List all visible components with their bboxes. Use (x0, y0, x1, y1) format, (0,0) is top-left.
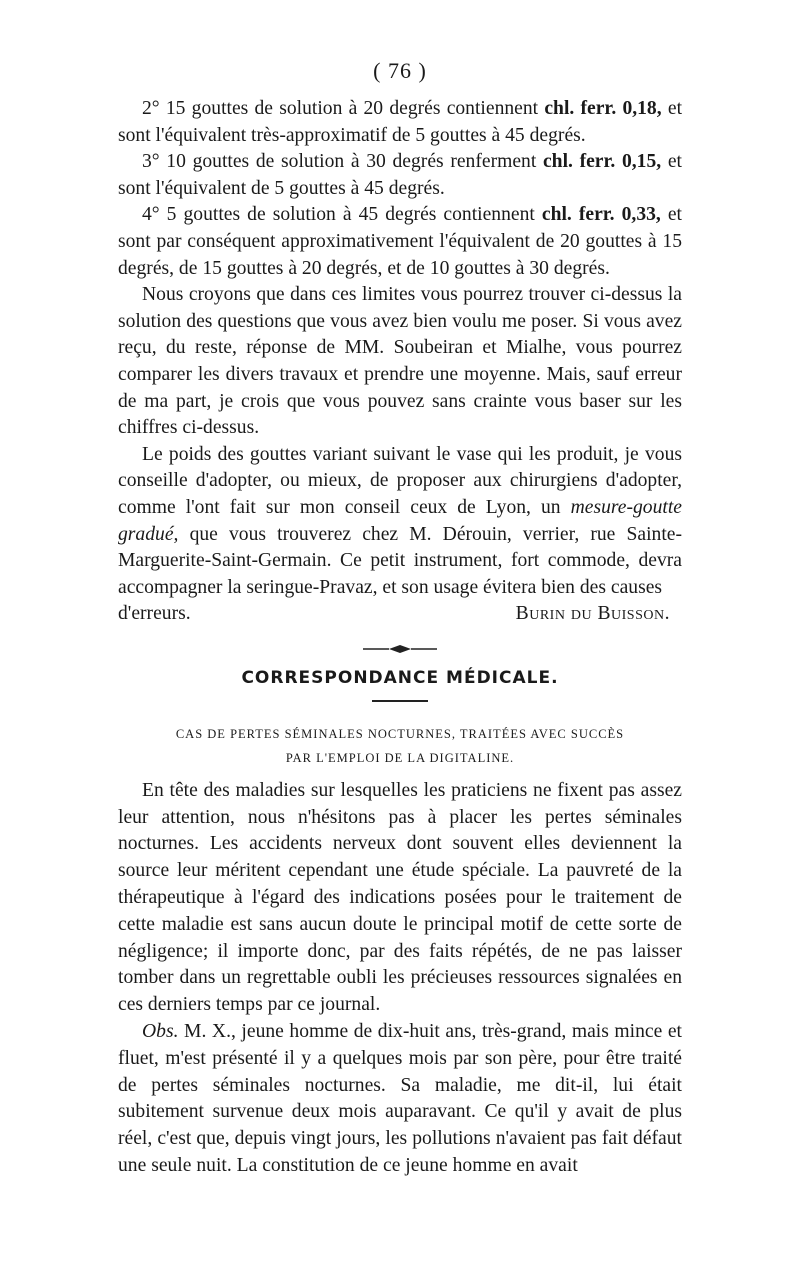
item-4-chem: chl. ferr. 0,33, (541, 204, 661, 226)
item-3-chem: chl. ferr. 0,15, (542, 151, 662, 173)
ornament-divider (118, 644, 682, 654)
paragraph-mesure-goutte (118, 442, 682, 602)
article-body (118, 778, 682, 1180)
signature: Burin du Buisson. (515, 603, 670, 625)
ornament-icon (363, 644, 437, 654)
item-2-chem: chl. ferr. 0,18, (544, 98, 662, 119)
article-paragraph-1: En tête des maladies sur lesquelles les praticiens ne fixent pas assez leur attention, nous n'hésitons pas à placer les pertes séminales nocturnes. Les accidents nerveux dont souvent elles deviennent la source leur méritent cependant une étude spéciale. La pauvreté de la thérapeutique à l'égard des indications posées pour le traitement de cette maladie est sans aucun doute le principal motif de cette sorte de négligence; il importe donc, par des faits répétés, de ne pas laisser tomber dans un regrettable oubli les précieuses ressources signalées en ces derniers temps par ce journal. (118, 779, 682, 1016)
mesure-goutte-italic: mesure-goutte gradué, (118, 496, 682, 545)
title-rule (372, 700, 428, 702)
subtitle-line-2: PAR L'EMPLOI DE LA DIGITALINE. (285, 750, 515, 765)
subtitle-line-1: CAS DE PERTES SÉMINALES NOCTURNES, TRAITÉES AVEC SUCCÈS (175, 726, 625, 741)
item-2-rest: et sont l'équivalent très-approximatif de 5 gouttes à 45 degrés. (118, 98, 683, 146)
last-line-text: d'erreurs. (118, 603, 191, 625)
paragraph-conclusion: Nous croyons que dans ces limites vous pourrez trouver ci-dessus la solution des questions que vous avez bien voulu me poser. Si vous avez reçu, du reste, réponse de MM. Soubeiran et Mialhe, vous pourrez comparer les divers travaux et prendre une moyenne. Mais, sauf erreur de ma part, je crois que vous pouvez sans crainte vous baser sur les chiffres ci-dessus. (118, 284, 682, 439)
section-title: CORRESPONDANCE MÉDICALE. (241, 667, 559, 688)
paragraph-item-3 (118, 149, 682, 202)
obs-label: Obs. (142, 1021, 179, 1043)
item-4-lead: 4° 5 gouttes de solution à 45 degrés contiennent (142, 204, 535, 226)
item-3-rest: et sont l'équivalent de 5 gouttes à 45 degrés. (118, 151, 682, 199)
item-4-rest: et sont par conséquent approximativement l'équivalent de 20 gouttes à 15 degrés, de 15 gouttes à 20 degrés, et de 10 gouttes à 30 degrés. (118, 204, 682, 279)
obs-text: M. X., jeune homme de dix-huit ans, très-grand, mais mince et fluet, m'est présenté il y a quelques mois par son père, pour être traité de pertes séminales nocturnes. Sa maladie, me dit-il, lui était subitement survenue deux mois auparavant. Ce qu'il y avait de plus réel, c'est que, depuis vingt jours, les pollutions n'avaient pas fait défaut une seule nuit. La constitution de ce jeune homme en avait (118, 1021, 682, 1177)
item-3-lead: 3° 10 gouttes de solution à 30 degrés renferment (142, 151, 537, 173)
paragraph-item-4 (118, 202, 682, 282)
article-paragraph-obs (118, 1019, 682, 1180)
article-subtitle (118, 722, 682, 770)
mesure-goutte-after: que vous trouverez chez M. Dérouin, verrier, rue Sainte-Marguerite-Saint-Germain. Ce petit instrument, fort commode, devra accompagner la seringue-Pravaz, et son usage évitera bien des causes (118, 523, 683, 598)
page-number: ( 76 ) (373, 58, 427, 83)
item-2-lead: 2° 15 gouttes de solution à 20 degrés contiennent (142, 98, 539, 119)
mesure-goutte-before: Le poids des gouttes variant suivant le vase qui les produit, je vous conseille d'adopter, ou mieux, de proposer aux chirurgiens d'adopter, comme l'ont fait sur mon conseil ceux de Lyon, un (118, 443, 682, 518)
signature-line (118, 601, 682, 628)
paragraph-item-2 (118, 96, 682, 149)
